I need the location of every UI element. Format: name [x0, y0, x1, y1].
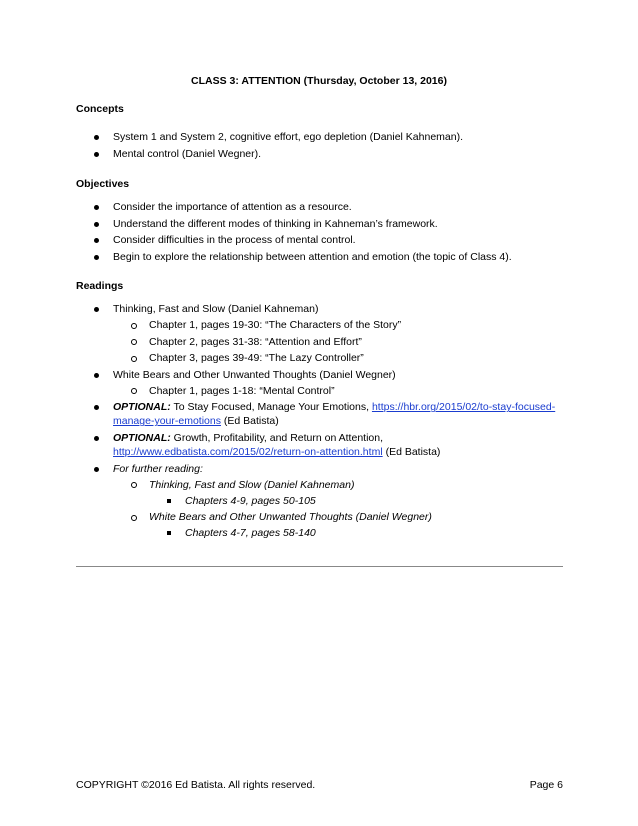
list-item: Chapter 2, pages 31-38: “Attention and Effort” [113, 335, 566, 349]
further-reading-list [113, 478, 566, 541]
reading-text: To Stay Focused, Manage Your Emotions, [170, 401, 372, 414]
optional-label: OPTIONAL: [113, 431, 171, 444]
further-reading-label: For further reading: [113, 462, 203, 475]
list-item: Understand the different modes of thinking in Kahneman’s framework. [76, 217, 566, 231]
reading-label: Thinking, Fast and Slow (Daniel Kahneman) [113, 303, 319, 315]
optional-label: OPTIONAL: [113, 401, 171, 414]
list-item: Chapters 4-9, pages 50-105 [149, 494, 566, 508]
list-item: Consider the importance of attention as a resource. [76, 200, 566, 214]
page-number: Page 6 [529, 779, 563, 791]
book-details [149, 526, 566, 540]
list-item: Begin to explore the relationship between attention and emotion (the topic of Class 4). [76, 250, 566, 264]
horizontal-divider [76, 566, 563, 567]
reading-kahneman [76, 302, 566, 365]
wegner-chapters [113, 384, 566, 398]
edbatista-link[interactable]: http://www.edbatista.com/2015/02/return-on-attention.html [113, 445, 383, 458]
reading-wegner [76, 368, 566, 398]
reading-further [76, 462, 566, 541]
concepts-heading: Concepts [76, 103, 124, 115]
hbr-link-continued[interactable]: manage-your-emotions [113, 415, 221, 428]
page-title: CLASS 3: ATTENTION (Thursday, October 13, 2016) [191, 75, 447, 87]
list-item: Chapter 3, pages 39-49: “The Lazy Controller” [113, 351, 566, 365]
copyright-text: COPYRIGHT ©2016 Ed Batista. All rights reserved. [76, 779, 316, 791]
objectives-list [76, 200, 566, 266]
list-item: Mental control (Daniel Wegner). [76, 147, 566, 161]
objectives-heading: Objectives [76, 178, 130, 190]
book-details [149, 494, 566, 508]
reading-author: (Ed Batista) [220, 415, 279, 428]
reading-author: (Ed Batista) [382, 445, 441, 458]
concepts-list [76, 130, 566, 163]
readings-heading: Readings [76, 280, 124, 292]
readings-list [76, 302, 566, 543]
page-footer [76, 778, 563, 792]
further-book [113, 478, 566, 508]
book-title: Thinking, Fast and Slow (Daniel Kahneman) [149, 478, 355, 491]
hbr-link[interactable]: https://hbr.org/2015/02/to-stay-focused- [371, 401, 556, 414]
further-book [113, 510, 566, 540]
list-item: System 1 and System 2, cognitive effort, ego depletion (Daniel Kahneman). [76, 130, 566, 144]
list-item: Chapters 4-7, pages 58-140 [149, 526, 566, 540]
kahneman-chapters [113, 318, 566, 365]
reading-text: Growth, Profitability, and Return on Attention, [170, 431, 384, 444]
list-item: Chapter 1, pages 19-30: “The Characters of the Story” [113, 318, 566, 332]
reading-label: White Bears and Other Unwanted Thoughts (Daniel Wegner) [113, 368, 396, 381]
list-item: Consider difficulties in the process of mental control. [76, 233, 566, 247]
list-item: Chapter 1, pages 1-18: “Mental Control” [113, 384, 566, 398]
reading-optional-2 [76, 431, 566, 459]
book-title: White Bears and Other Unwanted Thoughts (Daniel Wegner) [149, 511, 432, 524]
reading-optional-1 [76, 400, 566, 428]
